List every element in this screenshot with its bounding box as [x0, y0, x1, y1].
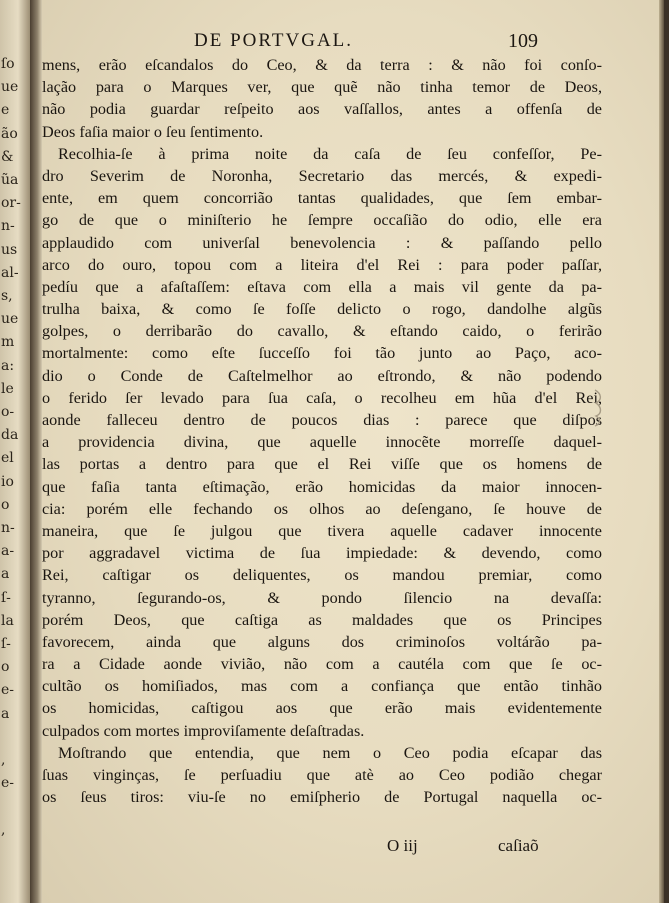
text-line: os ſeus tiros: viu-ſe no emiſpherio de Portugal naquella oc- [42, 788, 602, 807]
text-line: Rei, caſtigar os deliquentes, os mandou premiar, como [42, 566, 602, 585]
text-line: por aggradavel victima de ſua impiedade: & devendo, como [42, 544, 602, 563]
text-line: ente, em quem concorrião tantas qualidades, que ſem embar- [42, 189, 602, 208]
page-edge [659, 0, 664, 903]
facing-page-fragment: e- [1, 682, 15, 699]
facing-page-fragment: , [1, 752, 6, 768]
facing-page-fragment: ão [1, 125, 18, 142]
text-line: os homicidas, caſtigou aos que erão mais evidentemente [42, 699, 602, 718]
text-line: golpes, o derribarão do cavallo, & eſtando caido, o ferirão [42, 322, 602, 341]
body-text [42, 54, 602, 808]
facing-page-fragment: a [1, 705, 10, 722]
text-line: a providencia divina, que aquelle innocẽte morreſſe daquel- [42, 433, 602, 452]
facing-page-fragment: ſo [1, 56, 15, 72]
facing-page-fragment: ſ- [1, 636, 11, 652]
facing-page-fragment: ũa [1, 172, 19, 188]
text-line: dio o Conde de Caſtelmelhor ao eſtrondo, & não podendo [42, 366, 602, 385]
text-line: ſuas vinginças, ſe perſuadiu que atè ao Ceo podião chegar [42, 766, 602, 784]
text-line: trulha baixa, & como ſe foſſe delicto o rogo, dandolhe algũs [42, 300, 602, 319]
text-line: tyranno, ſegurando-os, & pondo ſilencio na devaſſa: [42, 588, 602, 607]
text-line: pedíu que a afaſtaſſem: eſtava com ella a mais vil gente da pa- [42, 277, 602, 296]
running-head: DE PORTVGAL. [194, 30, 354, 51]
facing-page-fragment: io [1, 473, 14, 490]
facing-page-fragment: e- [1, 775, 15, 792]
book-gutter [30, 0, 42, 903]
facing-page-fragment: da [1, 427, 19, 444]
text-line: applaudido com univerſal benevolencia : & paſſando pello [42, 233, 602, 252]
facing-page-fragment: e [1, 102, 10, 119]
text-line: favorecem, ainda que alguns dos criminoſos voltárão pa- [42, 632, 602, 651]
text-line: dro Severim de Noronha, Secretario das mercés, & expedi- [42, 166, 602, 185]
facing-page-fragment: ue [1, 311, 19, 328]
text-line: Moſtrando que entendia, que nem o Ceo podia eſcapar das [58, 743, 602, 762]
text-line: Recolhia-ſe à prima noite da caſa de ſeu confeſſor, Pe- [58, 144, 602, 163]
ink-bleed-mark [592, 388, 604, 428]
text-line: cultão os homiſiados, mas com a confiança que então tinhão [42, 677, 602, 696]
page-header [42, 30, 664, 54]
facing-page-fragment: or- [1, 195, 21, 212]
facing-page-fragment: us [1, 241, 18, 258]
facing-page-fragment: & [1, 148, 14, 165]
text-line: lação para o Marques ver, que quẽ não tinha temor de Deos, [42, 78, 602, 97]
signature-mark: O iij [387, 836, 418, 855]
text-line: culpados com mortes improviſamente deſaſtradas. [42, 721, 365, 740]
facing-page-fragment: ue [1, 79, 19, 96]
text-line: aonde falleceu dentro de poucos dias : parece que diſpos [42, 411, 602, 429]
facing-page-fragment: , [1, 821, 6, 838]
facing-page-fragment: a: [1, 357, 15, 374]
facing-page-fragment: la [1, 612, 14, 629]
text-line: ra a Cidade aonde vivião, não com a cautéla com que ſe oc- [42, 655, 602, 674]
facing-page-fragment: el [1, 450, 14, 467]
facing-page-fragment: a [1, 566, 10, 583]
facing-page-margin [0, 0, 30, 903]
text-line: Deos faſia maior o ſeu ſentimento. [42, 122, 264, 141]
facing-page-fragment: o [1, 659, 10, 676]
book-page [42, 0, 664, 903]
facing-page-fragment: al- [1, 264, 19, 281]
facing-page-fragment: o [1, 496, 10, 513]
facing-page-fragment: n- [1, 520, 15, 536]
text-line: arco do ouro, topou com a liteira d'el Rei : para poder paſſar, [42, 255, 602, 274]
page-number: 109 [508, 30, 538, 52]
text-line: go de que o miniſterio he ſempre occaſião do odio, elle era [42, 211, 602, 230]
text-line: que faſia tanta eſtimação, erão homicidas da maior innocen- [42, 477, 602, 496]
facing-page-fragment: le [1, 380, 14, 397]
text-line: las portas a dentro para que el Rei viſſe que os homens de [42, 455, 602, 474]
text-line: porém Deos, que caſtiga as maldades que os Principes [42, 610, 602, 629]
text-line: mens, erão eſcandalos do Ceo, & da terra : & não foi conſo- [42, 56, 602, 74]
text-line: o ferido ſer levado para ſua caſa, o recolheu em hũa d'el Rei, [42, 388, 602, 407]
catchword: caſiaõ [498, 836, 539, 855]
page-footer [42, 836, 664, 860]
facing-page-fragment: ſ- [1, 589, 11, 606]
text-line: não podia guardar reſpeito aos vaſſallos, antes a offenſa de [42, 100, 602, 119]
text-line: maneira, que ſe julgou que tivera aquelle cadaver innocente [42, 521, 602, 540]
text-line: cia: porém elle fechando os olhos ao deſengano, ſe houve de [42, 499, 602, 518]
facing-page-fragment: n- [1, 218, 15, 235]
text-line: mortalmente: como eſte ſucceſſo foi tão junto ao Paço, aco- [42, 344, 602, 363]
facing-page-fragment: s, [1, 288, 13, 304]
facing-page-fragment: a- [1, 543, 15, 560]
facing-page-fragment: m [1, 334, 15, 351]
facing-page-fragment: o- [1, 404, 15, 420]
